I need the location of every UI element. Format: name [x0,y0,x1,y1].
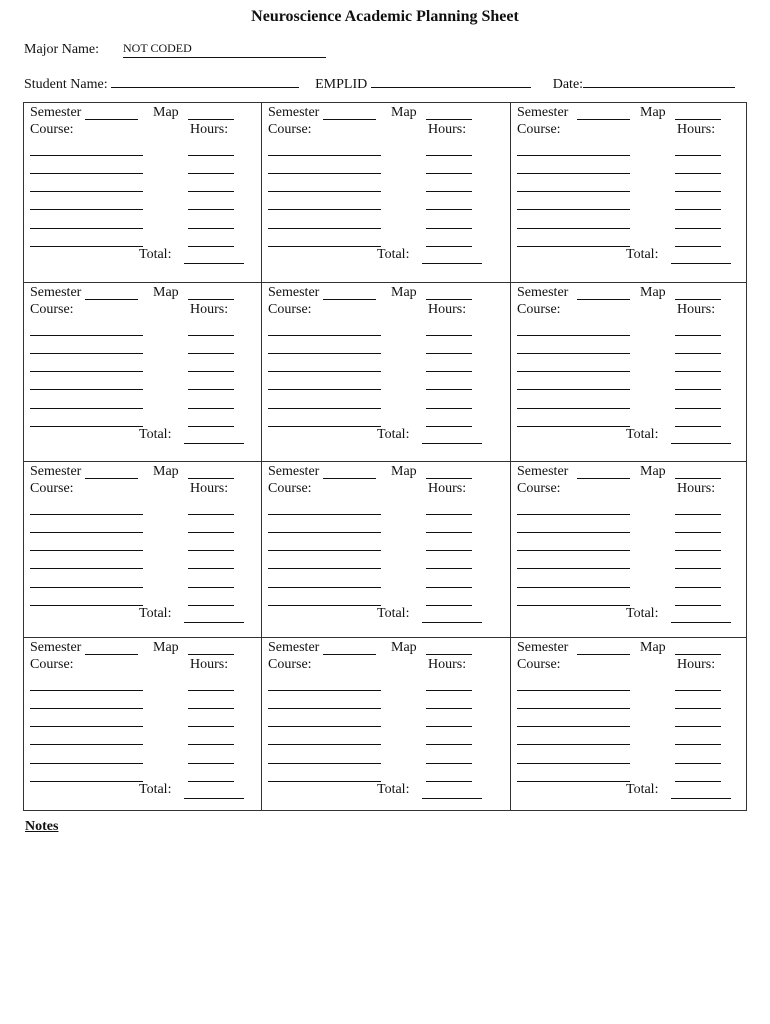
hours-field[interactable] [426,371,472,372]
total-field[interactable] [422,622,482,623]
page-title: Neuroscience Academic Planning Sheet [251,8,519,25]
hours-field[interactable] [426,726,472,727]
hours-field[interactable] [188,353,234,354]
map-label: Map [153,464,179,479]
semester-field[interactable] [577,478,630,479]
hours-field[interactable] [675,389,721,390]
major-name-row [24,42,99,58]
hours-field[interactable] [188,708,234,709]
hours-field[interactable] [426,532,472,533]
hours-field[interactable] [188,763,234,764]
semester-label: Semester [30,464,82,479]
total-label: Total: [377,782,410,797]
course-field[interactable] [268,744,381,745]
hours-field[interactable] [675,708,721,709]
hours-field[interactable] [675,155,721,156]
hours-field[interactable] [188,408,234,409]
hours-field[interactable] [675,605,721,606]
total-field[interactable] [184,263,244,264]
total-field[interactable] [671,263,731,264]
hours-field[interactable] [188,155,234,156]
hours-label: Hours: [428,302,467,317]
semester-field[interactable] [85,119,138,120]
semester-block [511,638,746,810]
semester-label: Semester [268,105,320,120]
semester-field[interactable] [85,299,138,300]
hours-field[interactable] [188,426,234,427]
course-field[interactable] [30,763,143,764]
semester-block [262,638,511,810]
date-field[interactable] [583,75,735,88]
total-label: Total: [626,427,659,442]
course-field[interactable] [268,371,381,372]
course-label: Course: [517,302,561,317]
emplid-label: EMPLID [315,77,368,92]
semester-label: Semester [30,640,82,655]
map-field[interactable] [188,478,234,479]
hours-field[interactable] [426,587,472,588]
course-field[interactable] [30,690,143,691]
course-label: Course: [517,657,561,672]
course-field[interactable] [517,550,630,551]
semester-label: Semester [268,285,320,300]
hours-field[interactable] [675,191,721,192]
semester-label: Semester [268,464,320,479]
hours-field[interactable] [188,744,234,745]
map-label: Map [640,640,666,655]
hours-label: Hours: [428,122,467,137]
map-label: Map [153,285,179,300]
hours-field[interactable] [675,426,721,427]
student-name-label: Student Name: [24,77,108,92]
semester-block [24,283,262,462]
hours-field[interactable] [188,371,234,372]
course-field[interactable] [268,335,381,336]
course-field[interactable] [30,173,143,174]
hours-field[interactable] [426,408,472,409]
course-field[interactable] [517,514,630,515]
course-field[interactable] [30,155,143,156]
hours-field[interactable] [188,550,234,551]
hours-field[interactable] [675,408,721,409]
semester-label: Semester [517,285,569,300]
course-field[interactable] [268,550,381,551]
semester-grid [23,102,747,811]
hours-field[interactable] [188,587,234,588]
hours-field[interactable] [426,550,472,551]
course-field[interactable] [268,191,381,192]
total-field[interactable] [671,443,731,444]
semester-label: Semester [30,285,82,300]
hours-label: Hours: [677,657,716,672]
hours-field[interactable] [426,568,472,569]
hours-field[interactable] [426,690,472,691]
hours-field[interactable] [188,605,234,606]
map-label: Map [153,105,179,120]
course-field[interactable] [30,532,143,533]
course-field[interactable] [268,532,381,533]
course-field[interactable] [30,371,143,372]
course-field[interactable] [268,781,381,782]
semester-field[interactable] [323,119,376,120]
hours-label: Hours: [190,657,229,672]
total-label: Total: [139,427,172,442]
hours-field[interactable] [188,532,234,533]
hours-field[interactable] [188,335,234,336]
hours-field[interactable] [675,550,721,551]
map-field[interactable] [675,654,721,655]
total-field[interactable] [184,443,244,444]
hours-field[interactable] [426,708,472,709]
map-label: Map [640,464,666,479]
course-field[interactable] [30,426,143,427]
course-field[interactable] [268,568,381,569]
course-field[interactable] [30,335,143,336]
semester-block [511,283,746,462]
course-field[interactable] [30,550,143,551]
map-field[interactable] [675,119,721,120]
map-label: Map [391,285,417,300]
course-field[interactable] [517,781,630,782]
total-field[interactable] [184,622,244,623]
course-field[interactable] [268,408,381,409]
hours-field[interactable] [675,353,721,354]
course-field[interactable] [268,708,381,709]
hours-label: Hours: [190,122,229,137]
hours-field[interactable] [675,587,721,588]
hours-label: Hours: [190,481,229,496]
hours-field[interactable] [188,568,234,569]
map-label: Map [391,105,417,120]
map-field[interactable] [188,119,234,120]
hours-field[interactable] [675,228,721,229]
course-field[interactable] [517,587,630,588]
total-label: Total: [626,247,659,262]
course-field[interactable] [30,408,143,409]
course-field[interactable] [517,353,630,354]
course-label: Course: [268,122,312,137]
course-label: Course: [268,657,312,672]
hours-field[interactable] [188,781,234,782]
course-label: Course: [30,122,74,137]
hours-field[interactable] [426,514,472,515]
course-label: Course: [268,481,312,496]
semester-field[interactable] [323,478,376,479]
hours-field[interactable] [426,173,472,174]
emplid-field[interactable] [371,75,531,88]
semester-field[interactable] [85,654,138,655]
hours-field[interactable] [426,605,472,606]
hours-field[interactable] [675,335,721,336]
hours-field[interactable] [426,389,472,390]
semester-label: Semester [30,105,82,120]
hours-field[interactable] [426,763,472,764]
semester-block [262,283,511,462]
total-field[interactable] [671,622,731,623]
hours-label: Hours: [677,122,716,137]
course-field[interactable] [268,690,381,691]
course-field[interactable] [30,605,143,606]
course-field[interactable] [268,426,381,427]
course-field[interactable] [30,514,143,515]
course-field[interactable] [30,228,143,229]
hours-field[interactable] [426,426,472,427]
hours-field[interactable] [426,781,472,782]
hours-field[interactable] [675,726,721,727]
map-field[interactable] [426,478,472,479]
map-field[interactable] [426,654,472,655]
hours-field[interactable] [675,690,721,691]
total-field[interactable] [422,443,482,444]
course-field[interactable] [517,155,630,156]
semester-field[interactable] [85,478,138,479]
semester-field[interactable] [577,119,630,120]
map-field[interactable] [675,299,721,300]
map-label: Map [391,464,417,479]
map-label: Map [640,105,666,120]
course-field[interactable] [517,690,630,691]
course-field[interactable] [268,246,381,247]
total-label: Total: [377,606,410,621]
semester-block [24,462,262,638]
course-field[interactable] [30,744,143,745]
semester-block [262,462,511,638]
course-field[interactable] [517,708,630,709]
hours-field[interactable] [426,155,472,156]
student-name-field[interactable] [111,75,299,88]
hours-field[interactable] [188,690,234,691]
course-field[interactable] [30,246,143,247]
course-label: Course: [30,481,74,496]
map-field[interactable] [188,654,234,655]
map-label: Map [391,640,417,655]
total-field[interactable] [422,263,482,264]
notes-heading: Notes [25,819,59,834]
hours-field[interactable] [426,228,472,229]
semester-block [511,462,746,638]
course-field[interactable] [268,353,381,354]
hours-field[interactable] [188,514,234,515]
hours-field[interactable] [426,335,472,336]
map-field[interactable] [188,299,234,300]
total-label: Total: [377,247,410,262]
map-label: Map [640,285,666,300]
course-label: Course: [517,481,561,496]
hours-label: Hours: [428,481,467,496]
course-field[interactable] [30,209,143,210]
hours-label: Hours: [190,302,229,317]
hours-field[interactable] [188,209,234,210]
hours-field[interactable] [188,191,234,192]
course-field[interactable] [268,605,381,606]
total-label: Total: [626,782,659,797]
course-field[interactable] [30,191,143,192]
hours-field[interactable] [675,781,721,782]
total-label: Total: [626,606,659,621]
hours-field[interactable] [675,744,721,745]
hours-field[interactable] [675,173,721,174]
course-field[interactable] [517,744,630,745]
semester-field[interactable] [577,654,630,655]
hours-field[interactable] [675,246,721,247]
semester-label: Semester [517,640,569,655]
course-field[interactable] [517,246,630,247]
hours-field[interactable] [188,726,234,727]
course-field[interactable] [517,371,630,372]
map-field[interactable] [426,119,472,120]
hours-field[interactable] [675,763,721,764]
map-field[interactable] [426,299,472,300]
course-field[interactable] [517,532,630,533]
student-info-row [24,75,735,93]
course-field[interactable] [268,763,381,764]
hours-field[interactable] [675,532,721,533]
semester-label: Semester [268,640,320,655]
course-field[interactable] [517,726,630,727]
hours-field[interactable] [426,209,472,210]
hours-label: Hours: [428,657,467,672]
total-label: Total: [377,427,410,442]
course-label: Course: [30,657,74,672]
course-label: Course: [268,302,312,317]
course-field[interactable] [517,426,630,427]
course-field[interactable] [30,389,143,390]
semester-block [511,103,746,283]
course-field[interactable] [517,763,630,764]
hours-field[interactable] [188,173,234,174]
course-field[interactable] [268,228,381,229]
semester-field[interactable] [323,654,376,655]
hours-field[interactable] [426,353,472,354]
semester-block [24,638,262,810]
hours-field[interactable] [675,514,721,515]
course-field[interactable] [517,408,630,409]
major-name-value: NOT CODED [123,41,192,55]
course-field[interactable] [268,587,381,588]
semester-block [24,103,262,283]
total-field[interactable] [184,798,244,799]
course-field[interactable] [517,335,630,336]
total-label: Total: [139,247,172,262]
course-field[interactable] [517,389,630,390]
course-field[interactable] [517,191,630,192]
hours-field[interactable] [188,246,234,247]
course-field[interactable] [517,605,630,606]
major-name-label: Major Name: [24,42,100,57]
total-label: Total: [139,606,172,621]
semester-label: Semester [517,105,569,120]
map-label: Map [153,640,179,655]
date-label: Date: [552,77,584,92]
hours-label: Hours: [677,302,716,317]
course-field[interactable] [268,209,381,210]
course-field[interactable] [30,708,143,709]
hours-field[interactable] [188,228,234,229]
semester-block [262,103,511,283]
course-field[interactable] [517,173,630,174]
course-field[interactable] [268,155,381,156]
course-field[interactable] [517,568,630,569]
semester-field[interactable] [577,299,630,300]
hours-field[interactable] [426,744,472,745]
hours-field[interactable] [675,371,721,372]
hours-field[interactable] [675,568,721,569]
course-field[interactable] [268,389,381,390]
hours-field[interactable] [675,209,721,210]
course-field[interactable] [268,173,381,174]
major-name-field[interactable] [123,41,326,58]
course-label: Course: [517,122,561,137]
course-field[interactable] [268,726,381,727]
course-field[interactable] [517,209,630,210]
course-field[interactable] [30,568,143,569]
hours-label: Hours: [677,481,716,496]
course-field[interactable] [30,353,143,354]
course-field[interactable] [30,587,143,588]
course-label: Course: [30,302,74,317]
hours-field[interactable] [426,246,472,247]
course-field[interactable] [30,781,143,782]
hours-field[interactable] [188,389,234,390]
total-field[interactable] [671,798,731,799]
course-field[interactable] [30,726,143,727]
map-field[interactable] [675,478,721,479]
hours-field[interactable] [426,191,472,192]
course-field[interactable] [517,228,630,229]
total-field[interactable] [422,798,482,799]
total-label: Total: [139,782,172,797]
semester-label: Semester [517,464,569,479]
semester-field[interactable] [323,299,376,300]
course-field[interactable] [268,514,381,515]
